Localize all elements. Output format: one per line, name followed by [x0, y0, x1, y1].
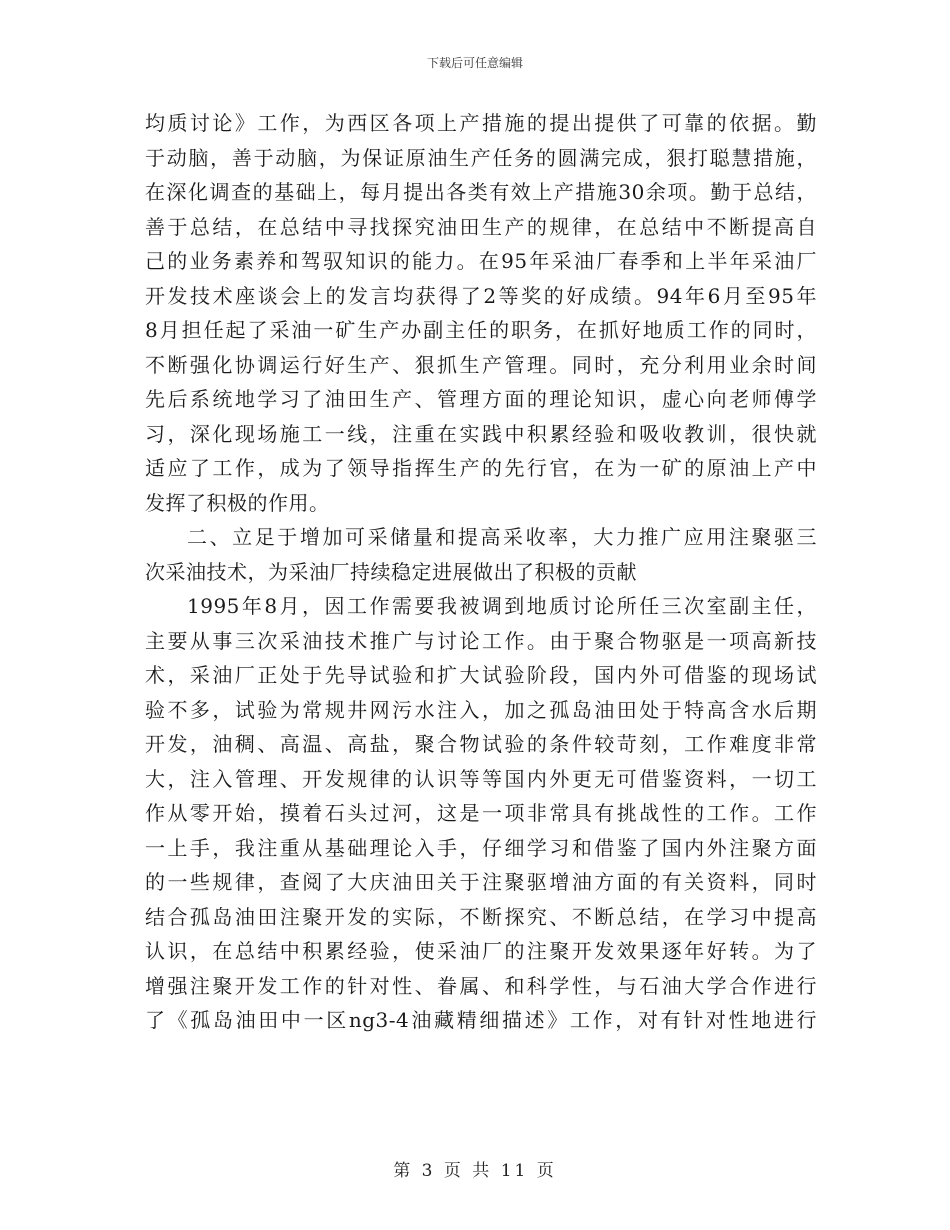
text-line: 开发，油稠、高温、高盐，聚合物试验的条件较苛刻，工作难度非常	[145, 732, 817, 756]
text-line: 先后系统地学习了油田生产、管理方面的理论知识，虚心向老师傅学	[145, 387, 817, 411]
page-header-note: 下载后可任意编辑	[426, 56, 523, 70]
text-line: 了《孤岛油田中一区ng3-4油藏精细描述》工作，对有针对性地进行	[145, 1008, 817, 1032]
text-line: 作从零开始，摸着石头过河，这是一项非常具有挑战性的工作。工作	[145, 801, 817, 825]
text-line: 主要从事三次采油技术推广与讨论工作。由于聚合物驱是一项高新技	[145, 628, 817, 653]
text-line: 善于总结，在总结中寻找探究油田生产的规律，在总结中不断提高自	[145, 214, 817, 239]
text-line: 开发技术座谈会上的发言均获得了2等奖的好成绩。94年6月至95年	[145, 283, 817, 308]
section-heading-line: 二、立足于增加可采储量和提高采收率，大力推广应用注聚驱三	[187, 525, 817, 549]
text-line: 均质讨论》工作，为西区各项上产措施的提出提供了可靠的依据。勤	[145, 111, 817, 135]
document-body	[145, 106, 817, 1038]
text-line: 结合孤岛油田注聚开发的实际，不断探究、不断总结，在学习中提高	[145, 904, 817, 929]
section-heading-line: 次采油技术，为采油厂持续稳定进展做出了积极的贡献	[145, 559, 637, 584]
text-line: 习，深化现场施工一线，注重在实践中积累经验和吸收教训，很快就	[145, 421, 817, 446]
text-line: 不断强化协调运行好生产、狠抓生产管理。同时，充分利用业余时间	[145, 352, 817, 377]
text-line: 大，注入管理、开发规律的认识等等国内外更无可借鉴资料，一切工	[145, 766, 817, 791]
text-line: 于动脑，善于动脑，为保证原油生产任务的圆满完成，狠打聪慧措施，	[145, 145, 817, 170]
text-line: 在深化调查的基础上，每月提出各类有效上产措施30余项。勤于总结，	[145, 180, 817, 204]
text-line: 1995年8月，因工作需要我被调到地质讨论所任三次室副主任，	[187, 594, 817, 618]
text-line: 发挥了积极的作用。	[145, 490, 330, 515]
page-number: 第 3 页 共 11 页	[393, 1161, 557, 1181]
text-line: 己的业务素养和驾驭知识的能力。在95年采油厂春季和上半年采油厂	[145, 249, 817, 273]
text-line: 认识，在总结中积累经验，使采油厂的注聚开发效果逐年好转。为了	[145, 939, 817, 963]
text-line: 的一些规律，查阅了大庆油田关于注聚驱增油方面的有关资料，同时	[145, 870, 817, 894]
text-line: 验不多，试验为常规井网污水注入，加之孤岛油田处于特高含水后期	[145, 697, 817, 722]
text-line: 一上手，我注重从基础理论入手，仔细学习和借鉴了国内外注聚方面	[145, 835, 817, 860]
text-line: 适应了工作，成为了领导指挥生产的先行官，在为一矿的原油上产中	[145, 456, 817, 480]
text-line: 增强注聚开发工作的针对性、眷属、和科学性，与石油大学合作进行	[145, 973, 817, 998]
text-line: 术，采油厂正处于先导试验和扩大试验阶段，国内外可借鉴的现场试	[145, 663, 817, 687]
text-line: 8月担任起了采油一矿生产办副主任的职务，在抓好地质工作的同时，	[145, 318, 817, 342]
